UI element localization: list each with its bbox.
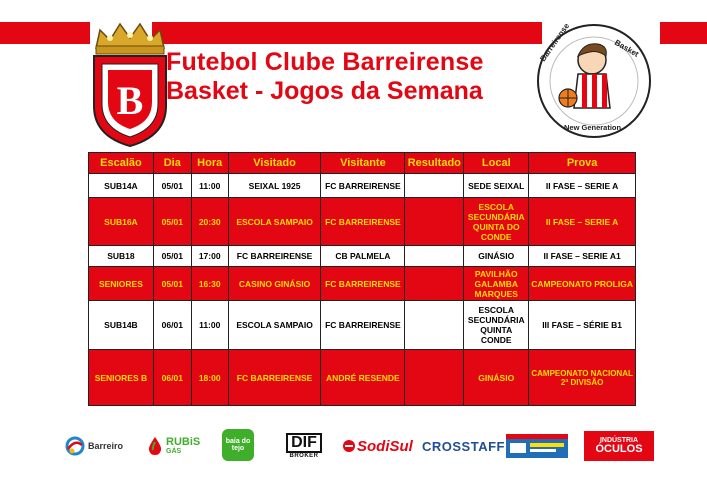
title-line-2: Basket - Jogos da Semana xyxy=(166,77,483,105)
cell-escalao: SUB18 xyxy=(89,246,154,267)
rubis-drop-icon xyxy=(146,435,164,457)
sponsor-industria-oculos xyxy=(584,428,656,464)
sponsor-sodisul-label: SodiSul xyxy=(357,437,413,455)
header-band-middle xyxy=(152,22,542,44)
cell-visitado: SEIXAL 1925 xyxy=(228,174,321,198)
sponsor-barreiro-label: Barreiro xyxy=(88,441,124,451)
header-escalao: Escalão xyxy=(89,153,154,174)
header-band-left xyxy=(0,22,90,44)
cell-resultado xyxy=(405,246,464,267)
cell-local: ESCOLA SECUNDÁRIA QUINTA DO CONDE xyxy=(464,198,529,246)
cell-prova: CAMPEONATO NACIONAL 2ª DIVISÃO xyxy=(529,350,636,406)
cell-local: SEDE SEIXAL xyxy=(464,174,529,198)
cell-dia: 05/01 xyxy=(153,174,191,198)
club-crest-logo xyxy=(88,18,172,148)
sponsor-baia xyxy=(220,426,256,464)
sponsor-barreiro xyxy=(64,428,134,464)
table-row xyxy=(89,198,636,246)
sponsor-crosstaff-label: CROSSTAFF xyxy=(422,438,505,454)
table-row xyxy=(89,246,636,267)
table-header-row xyxy=(89,153,636,174)
mascot-text-new-generation: New Generation xyxy=(564,123,622,132)
cell-dia: 06/01 xyxy=(153,350,191,406)
sponsors-strip xyxy=(60,428,660,468)
cell-local: ESCOLA SECUNDÁRIA QUINTA CONDE xyxy=(464,301,529,350)
cell-visitado: CASINO GINÁSIO xyxy=(228,267,321,301)
sponsor-dif xyxy=(284,428,324,464)
cell-visitante: FC BARREIRENSE xyxy=(321,301,405,350)
title-line-1: Futebol Clube Barreirense xyxy=(166,48,484,76)
header-hora: Hora xyxy=(191,153,228,174)
barreiro-swirl-icon xyxy=(64,435,86,457)
cell-hora: 20:30 xyxy=(191,198,228,246)
sponsor-dif-label: DIF xyxy=(286,433,322,454)
header-visitado: Visitado xyxy=(228,153,321,174)
cell-visitado: ESCOLA SAMPAIO xyxy=(228,198,321,246)
cell-hora: 17:00 xyxy=(191,246,228,267)
sponsor-rubis xyxy=(146,428,204,464)
table-row xyxy=(89,174,636,198)
table-row xyxy=(89,301,636,350)
sponsor-industria-line2: ÓCULOS xyxy=(595,443,643,455)
games-table xyxy=(88,152,636,406)
cell-visitante: CB PALMELA xyxy=(321,246,405,267)
cell-visitado: ESCOLA SAMPAIO xyxy=(228,301,321,350)
mascot-text-barreirense: Barreirense xyxy=(538,22,572,64)
page-title xyxy=(166,50,484,104)
cell-prova: II FASE – SERIE A xyxy=(529,198,636,246)
cell-dia: 05/01 xyxy=(153,267,191,301)
header-prova: Prova xyxy=(529,153,636,174)
cell-hora: 18:00 xyxy=(191,350,228,406)
header-local: Local xyxy=(464,153,529,174)
cell-local: PAVILHÃO GALAMBA MARQUES xyxy=(464,267,529,301)
cell-hora: 11:00 xyxy=(191,174,228,198)
sponsor-rubis-label: RUBiS xyxy=(166,436,201,448)
sponsor-media-banner xyxy=(506,428,570,464)
cell-resultado xyxy=(405,174,464,198)
header-resultado: Resultado xyxy=(405,153,464,174)
cell-dia: 06/01 xyxy=(153,301,191,350)
cell-prova: CAMPEONATO PROLIGA xyxy=(529,267,636,301)
mascot-badge-logo xyxy=(528,22,660,140)
sponsor-industria-line1: INDÚSTRIA xyxy=(599,437,639,444)
cell-local: GINÁSIO xyxy=(464,246,529,267)
cell-resultado xyxy=(405,267,464,301)
cell-escalao: SUB14B xyxy=(89,301,154,350)
cell-hora: 16:30 xyxy=(191,267,228,301)
sponsor-banner-image xyxy=(506,434,568,458)
cell-visitante: FC BARREIRENSE xyxy=(321,267,405,301)
cell-escalao: SUB16A xyxy=(89,198,154,246)
sponsor-crosstaff xyxy=(422,428,506,464)
cell-visitado: FC BARREIRENSE xyxy=(228,246,321,267)
cell-visitado: FC BARREIRENSE xyxy=(228,350,321,406)
sodisul-mark-icon xyxy=(342,439,356,453)
cell-dia: 05/01 xyxy=(153,198,191,246)
cell-resultado xyxy=(405,198,464,246)
sponsor-baia-label: baía do tejo xyxy=(222,429,254,461)
cell-escalao: SENIORES B xyxy=(89,350,154,406)
cell-visitante: FC BARREIRENSE xyxy=(321,198,405,246)
sponsor-rubis-sub: GÁS xyxy=(166,448,182,455)
sponsor-dif-sub: BROKER xyxy=(289,453,319,460)
cell-local: GINÁSIO xyxy=(464,350,529,406)
header-visitante: Visitante xyxy=(321,153,405,174)
table-row xyxy=(89,350,636,406)
cell-escalao: SENIORES xyxy=(89,267,154,301)
mascot-text-basket: Basket xyxy=(613,37,641,59)
header-dia: Dia xyxy=(153,153,191,174)
crest-letter: B xyxy=(116,78,144,123)
cell-visitante: FC BARREIRENSE xyxy=(321,174,405,198)
cell-dia: 05/01 xyxy=(153,246,191,267)
sponsor-sodisul xyxy=(342,428,422,464)
table-row xyxy=(89,267,636,301)
cell-escalao: SUB14A xyxy=(89,174,154,198)
cell-resultado xyxy=(405,301,464,350)
cell-visitante: ANDRÉ RESENDE xyxy=(321,350,405,406)
header-band-right xyxy=(660,22,707,44)
cell-resultado xyxy=(405,350,464,406)
cell-hora: 11:00 xyxy=(191,301,228,350)
cell-prova: II FASE – SERIE A xyxy=(529,174,636,198)
cell-prova: III FASE – SÉRIE B1 xyxy=(529,301,636,350)
cell-prova: II FASE – SERIE A1 xyxy=(529,246,636,267)
